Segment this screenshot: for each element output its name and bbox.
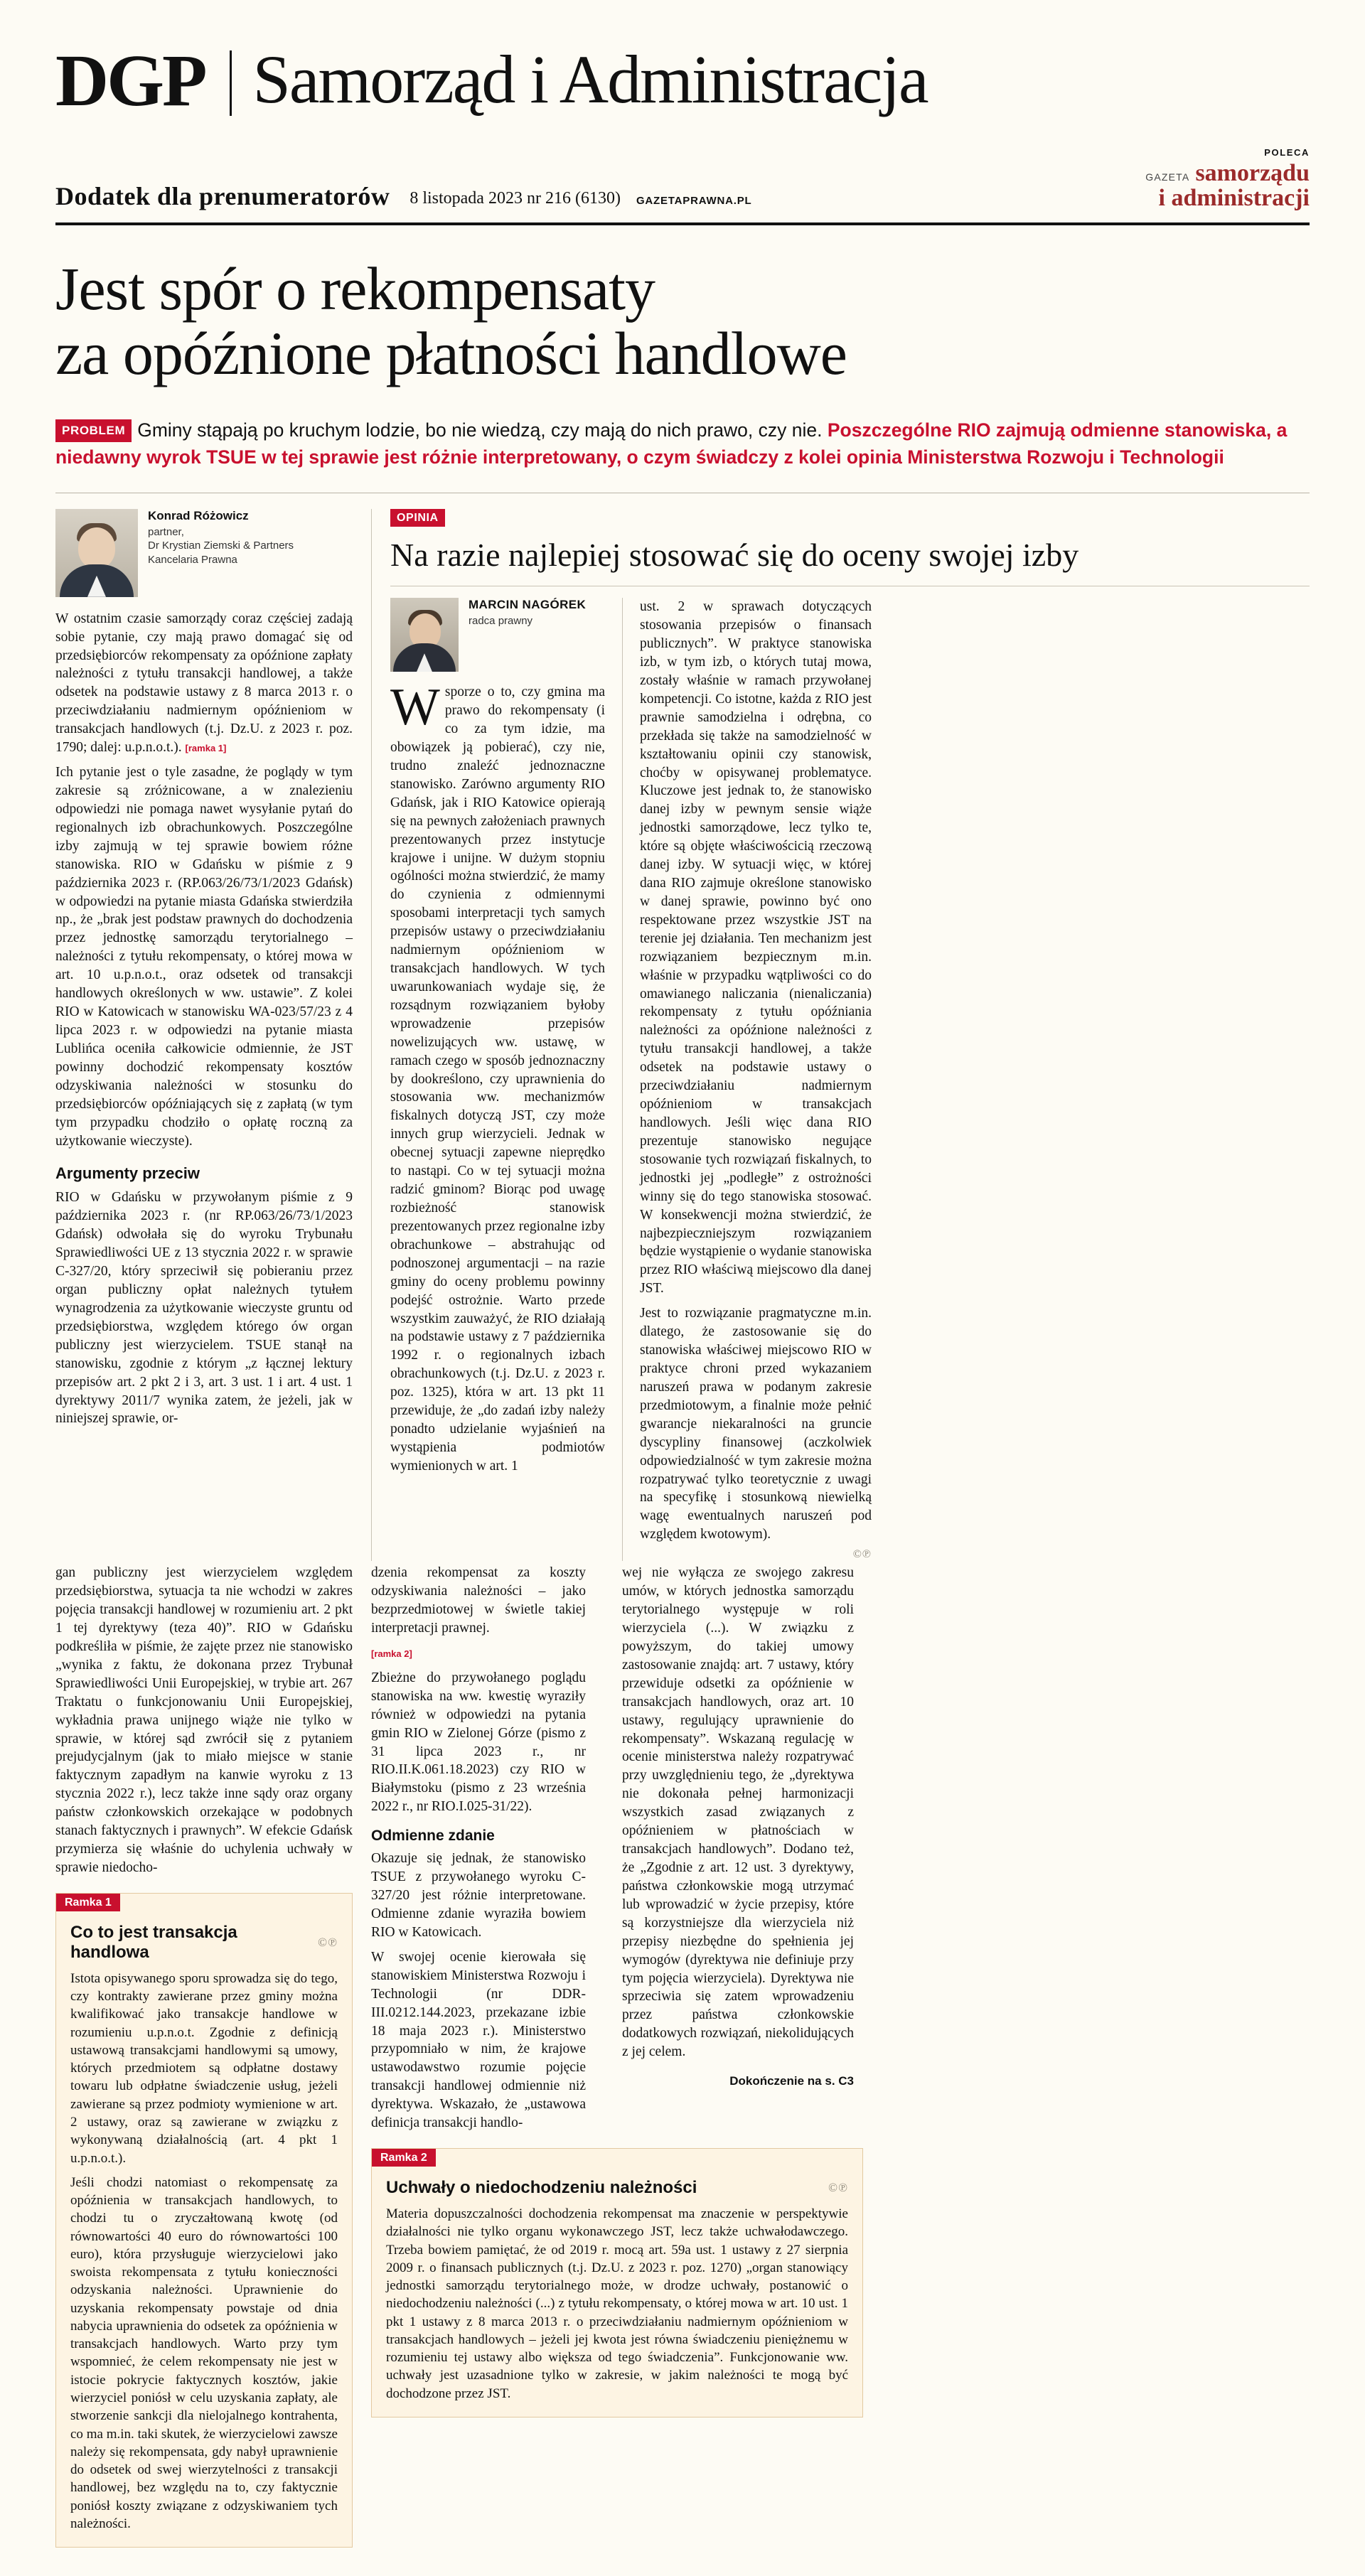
ramka-2-reference-line (371, 1644, 586, 1663)
opinion-column-1 (390, 598, 622, 1561)
poleca-label: POLECA (1264, 146, 1310, 158)
ramka-2-paragraph-1: Materia dopuszczalności dochodzenia rekompensat ma znaczenie w perspektywie działalności nie tylko organu wykonawczego JST, lecz także uchwałodawczego. Trzeba bowiem pamiętać, że od 2019 r. mocą art. 59a ust. 1 ustawy z 27 sierpnia 2009 r. o finansach publicznych (t.j. Dz.U. z 2023 r. poz. 1270) „organ stanowiący jednostki samorządu terytorialnego może, w drodze uchwały, postanowić o niedochodzeniu należności (...) z tytułu rekompensaty, o której mowa w art. 10 ust. 1 pkt 1 ustawy z 8 marca 2013 r. o przeciwdziałaniu nadmiernym opóźnieniom w transakcjach handlowych – jeżeli jej kwota jest równa świadczeniu pieniężnemu w rozumieniu tej ustawy albo większa od tego świadczenia”. Funkcjonowanie ww. uchwały jest uzasadnione tylko w zakresie, w jakim należności te mogą być dochodzone przez JST. (386, 2206, 848, 2401)
headline-line-1: Jest spór o rekompensaty (55, 254, 655, 323)
opinion-column-2 (640, 598, 872, 1561)
ramka-1-copyright: ©℗ (318, 1935, 338, 1949)
lower-divider (603, 1564, 622, 2548)
masthead-rule (55, 222, 1310, 225)
masthead-subline (55, 148, 1310, 211)
author-portrait (55, 509, 138, 597)
ramka-2-copyright: ©℗ (828, 2181, 848, 2195)
supplement-title: Samorząd i Administracja (252, 41, 928, 117)
ramka-2-label: Ramka 2 (372, 2149, 436, 2167)
opinion-paragraph-3: Jest to rozwiązanie pragmatyczne m.in. dlatego, że zastosowanie się do stanowiska właściwej miejscowo RIO w praktyce chroni przed wykazaniem naruszeń prawa w podanym zakresie przedmiotowym, a finalnie może pełnić gwarancje niekaralności na gruncie dyscypliny finansowej (aczkolwiek odpowiedzialność w tym zakresie można rozpatrywać tylko teoretycznie z uwagi na specyfikę i stosunkową niewielką wagę ewentualnych naruszeń pod względem kwotowym). (640, 1306, 872, 1542)
lower-paragraph-b2: Zbieżne do przywołanego poglądu stanowiska na ww. kwestię wyraziły również w odpowiedzi na pytania gmin RIO w Zielonej Górze (pismo z 31 lipca 2023 r., nr RIO.II.K.061.18.2023) czy RIO w Białymstoku (pismo z 23 września 2022 r., nr RIO.I.025-31/22). (371, 1670, 586, 1815)
ramka-1-paragraph-2: Jeśli chodzi natomiast o rekompensatę za opóźnienia w transakcjach handlowych, to chodzi tu o zryczałtowaną kwotę (od równowartości 40 euro do równowartości 100 euro), która przysługuje wierzycielowi jako swoista rekompensata z tytułu konieczności odzyskania należności. Uprawnienie do uzyskania rekompensaty powstaje od dnia nabycia uprawnienia do odsetek za opóźnienia w transakcjach handlowych. Warto przy tym wspomnieć, że celem rekompensaty nie jest w istocie pokrycie faktycznych kosztów, jakie wierzyciel poniósł w celu uzyskania zapłaty, ale stworzenie sankcji dla nielojalnego kontrahenta, co ma m.in. taki skutek, że wierzycielowi zawsze należy się rekompensata, gdy nabył uprawnienie do odsetek od swej wierzytelności z transakcji handlowej, bez względu na to, czy faktycznie poniósł koszty związane z odzyskiwaniem tych należności. (70, 2174, 338, 2531)
column-right (390, 509, 1310, 1562)
opinion-paragraph-1: Wsporze o to, czy gmina ma prawo do rekompensaty (i co za tym idzie, ma obowiązek ją pobierać), czy nie, trudno znaleźć jednoznaczne stanowisko. Zarówno argumenty RIO Gdańsk, jak i RIO Katowice opierają się na pewnych założeniach prawnych prezentowanych przez instytucje krajowe i unijne. W dużym stopniu ogólności można stwierdzić, że mamy do czynienia z odmiennymi sposobami interpretacji tych samych przepisów ustawy o przeciwdziałaniu nadmiernym opóźnieniom w transakcjach handlowych. W tych uwarunkowaniach wydaje się, że rozsądnym rozwiązaniem byłoby wprowadzenie przepisów nowelizujących ww. ustawę, w ramach czego w sposób jednoznaczny by dookreślono, czy uprawnienia do stosowania ww. mechanizmów fiskalnych dotyczą JST, czy może innych grup wierzycieli. Jednak w obecnej sytuacji zapewne nieprędko to nastąpi. Co w tej sytuacji można radzić gminom? Biorąc pod uwagę rozbieżność stanowisk prezentowanych przez regionalne izby obrachunkowe – abstrahując od podnoszonej argumentacji – na razie gminy do oceny problemu powinny podejść ostrożnie. Warto przede wszystkim zauważyć, że RIO działają na podstawie ustawy z 7 października 1992 r. o regionalnych izbach obrachunkowych (t.j. Dz.U. z 2023 r. poz. 1325), która w art. 13 pkt 11 przewiduje, że „do zadań izby należy ponadto udzielanie wyjaśnień na wystąpienia podmiotów wymienionych w art. 1 (390, 678, 605, 1474)
left-paragraph-1-text: W ostatnim czasie samorządy coraz częściej zadają sobie pytanie, czy mają prawo domagać się od przedsiębiorców rekompensaty za opóźnione zapłaty należności z tytułu transakcji handlowej, a także odsetek na podstawie ustawy z 8 marca 2013 r. o przeciwdziałaniu nadmiernym opóźnieniom w transakcjach handlowych (t.j. Dz.U. z 2023 r. poz. 1790; dalej: u.p.n.o.t.). (55, 611, 353, 756)
headline-line-2: za opóźnione płatności handlowe (55, 319, 847, 388)
opinion-author (390, 598, 605, 672)
author-role-3: Kancelaria Prawna (148, 553, 237, 566)
ramka-1-title: Co to jest transakcja handlowa (70, 1922, 237, 1962)
opinion-columns (390, 598, 1310, 1561)
lower-paragraph-c1: wej nie wyłącza ze swojego zakresu umów, w których jednostka samorządu terytorialnego występuje w roli wierzyciela (...). W związku z powyższym, do takiej umowy zastosowanie znajdą: art. 7 ustawy, który przewiduje odsetki za opóźnienie w transakcjach handlowych, oraz art. 10 ustawy, regulujący uprawnienie do rekompensaty”. Wskazaną regulację w ocenie ministerstwa należy rozpatrywać przy uwzględnieniu tego, że „dyrektywa nie dokonała pełnej harmonizacji wszystkich zasad związanych z opóźnieniem w płatnościach w transakcjach handlowych”. Dodano też, że „Zgodnie z art. 12 ust. 3 dyrektywy, państwa członkowskie mogą utrzymać lub wprowadzić w życie przepisy, które są korzystniejsze dla wierzyciela niż przepisy niezbędne do spełnienia jej wymogów (dyrektywa nie definiuje przy tym pojęcia wierzyciela). Dyrektywa nie sprzeciwia się zatem wprowadzeniu przez państwa członkowskie dodatkowych rozwiązań, niekolidujących z jej celem. (622, 1565, 854, 2060)
masthead-divider (230, 50, 232, 116)
continuation-note: Dokończenie na s. C3 (729, 2074, 854, 2088)
lower-column-a (55, 1564, 371, 2548)
author-role-1: partner, (148, 525, 184, 538)
author-role-2: Dr Krystian Ziemski & Partners (148, 540, 294, 552)
ramka-1-label: Ramka 1 (56, 1894, 120, 1911)
opinion-title: Na razie najlepiej stosować się do oceny swojej izby (390, 536, 1079, 573)
lower-columns-bc (371, 1564, 1310, 2548)
page-title (55, 254, 1310, 388)
promo-line-2: i administracji (1158, 185, 1310, 212)
lower-paragraph-b3: Okazuje się jednak, że stanowisko TSUE z przywołanego wyroku C-327/20 jest różnie interpretowane. Odmienne zdanie wyraziła bowiem RIO w Katowicach. (371, 1851, 586, 1940)
left-paragraph-1 (55, 610, 353, 757)
lower-paragraph-b1-text: dzenia rekompensat za koszty odzyskiwania należności – jako bezprzedmiotowej w świetle takiej interpretacji prawnej. (371, 1565, 586, 1636)
ramka-1-paragraph-1: Istota opisywanego sporu sprowadza się do tego, czy kontrakty zawierane przez gminy można kwalifikować jako transakcje handlowe w rozumieniu u.p.n.o.t. Zgodnie z definicją ustawową transakcjami handlowymi są umowy, których przedmiotem są odpłatne dostawy towaru lub odpłatne świadczenie usług, jeżeli zawierane są przez podmioty wymienione w art. 2 ustawy, oraz są zawierane w związku z wykonywaną działalnością (art. 4 pkt 1 u.p.n.o.t.). (70, 1970, 338, 2166)
lead-paragraph (55, 417, 1310, 471)
issue-date: 8 listopada 2023 nr 216 (6130) (410, 189, 621, 208)
masthead (55, 39, 1310, 122)
opinia-badge: OPINIA (390, 509, 445, 527)
lower-paragraph-b4: W swojej ocenie kierowała się stanowiskiem Ministerstwa Rozwoju i Technologii (nr DDR-III.0212.144.2023, przekazane izbie 18 maja 2023 r.). Ministerstwo przypomniało w nim, że krajowe ustawodawstwo rozumie pojęcie transakcji handlowej odmiennie niż dyrektywa. Wskazało, że „ustawowa definicja transakcji handlo- (371, 1949, 586, 2131)
problem-badge: PROBLEM (55, 419, 132, 441)
ramka-2-title: Uchwały o niedochodzeniu należności (386, 2178, 697, 2198)
promo-block (1145, 148, 1310, 211)
main-content (55, 509, 1310, 1562)
subscribers-label: Dodatek dla prenumeratorów (55, 182, 390, 211)
ramka-2-reference[interactable]: [ramka 2] (371, 1648, 412, 1659)
lead-black-text: Gminy stąpają po kruchym lodzie, bo nie wiedzą, czy mają do nich prawo, czy nie. (137, 419, 823, 441)
ramka-1-title-row (70, 1923, 338, 1963)
lower-subheading-b: Odmienne zdanie (371, 1828, 495, 1845)
lower-column-c (622, 1564, 854, 2548)
left-subheading: Argumenty przeciw (55, 1164, 200, 1183)
lower-paragraph-a: gan publiczny jest wierzycielem względem przedsiębiorstwa, sytuacja ta nie wchodzi w zakres pojęcia transakcji handlowej w rozumieniu art. 2 pkt 1 tej dyrektywy (teza 40)”. RIO w Gdańsku podkreśliła w piśmie, że zajęte przez nie stanowisko „wynika z faktu, że dokonana przez Trybunał Sprawiedliwości Unii Europejskiej, w trybie art. 267 Traktatu o funkcjonowaniu Unii Europejskiej, wykładnia prawa unijnego wiąże nie tylko w sprawie, w której sąd zwrócił się z pytaniem prejudycjalnym (jak to miało miejsce w stanie faktycznym zapadłym na kanwie wyroku z 13 stycznia 2022 r.), lecz także inne sądy oraz organy państw członkowskich orzekające w podobnych stanach faktycznych i prawnych”. W efekcie Gdańsk przymierza się właśnie do uchylenia uchwały w sprawie niedocho- (55, 1565, 353, 1875)
opinion-divider-1 (622, 598, 623, 1561)
promo-line-1: samorządu (1195, 160, 1310, 187)
column-divider-1 (371, 509, 372, 1562)
opinion-author-name: MARCIN NAGÓREK (469, 598, 587, 612)
ramka-1 (55, 1893, 353, 2548)
lower-content (55, 1564, 1310, 2548)
author-name: Konrad Różowicz (148, 508, 249, 522)
opinion-copyright: ©℗ (852, 1548, 872, 1561)
opinion-paragraph-2: ust. 2 w sprawach dotyczących stosowania przepisów o finansach publicznych”. W praktyce stanowiska izb, w tym izb, o których tutaj mowa, zostały właśnie w ramach przywołanej kompetencji. Co istotne, każda z RIO jest prawnie samodzielna i odrębna, co przekłada się także na samodzielność w kształtowaniu opinii czy stanowisk, choćby w opisywanej problematyce. Kluczowe jest jednak to, że stanowisko danej izby w pewnym sensie wiąże jednostki samorządowe, lecz tylko te, które są objęte właściwościcią rzeczową danej izby. W sytuacji więc, w której dana RIO zajmuje określone stanowisko w danej sprawie, powinno być ono respektowane przez wszystkie JST na terenie jej działania. Ten mechanizm jest rozwiązaniem bezpiecznym m.in. właśnie w przypadku wątpliwości co do omawianego naliczania (nienaliczania) rekompensaty z tytułu opóźniania należności za opóźnione należności z tytułu transakcji handlowej, a także odsetek na podstawie ustawy o przeciwdziałaniu nadmiernym opóźnieniom w transakcjach handlowych. Jeśli więc dana RIO prezentuje stanowisko negujące stosowanie tych rozwiązań fiskalnych, to jednostki jej „podległe” z ostrożności winny się do tego stanowiska stosować. W konsekwencji można stwierdzić, że najbezpieczniejszym rozwiązaniem będzie wystąpienie o wydanie stanowiska przez RIO właściwą miejscowo dla danej JST. (640, 599, 872, 1297)
left-paragraph-2: Ich pytanie jest o tyle zasadne, że poglądy w tym zakresie są zróżnicowane, a w znalezieniu odpowiedzi nie pomaga nawet wysyłanie pytań do regionalnych izb obrachunkowych. Poszczególne izby zajmują w tej sprawie bowiem różne stanowiska. RIO w Gdańsku w piśmie z 9 października 2023 r. (RP.063/26/73/1/2023 Gdańsk) w odpowiedzi na pytanie miasta Gdańska stwierdziła np., że „brak jest podstaw prawnych do dochodzenia przez jednostkę samorządu terytorialnego – należności z tytułu rekompensaty, o której mowa w art. 10 u.p.n.o.t., oraz odsetek od transakcji handlowych określonych w ww. ustawie”. Z kolei RIO w Katowicach w stanowisku WA-023/57/23 z 4 lipca 2023 r. w odpowiedzi na pytanie miasta Lublińca oceniła całkowicie odmiennie, że JST powinny dochodzić rekompensaty kosztów odzyskiwania należności w stosunku do przedsiębiorców opóźniających się z zapłatą (w tym tym przypadku chodziło o opłatę roczną za użytkowanie wieczyste). (55, 765, 353, 1149)
column-left (55, 509, 371, 1562)
lead-red-text: Poszczególne RIO zajmują odmienne stanowiska, a niedawny wyrok TSUE w tej sprawie jest różnie interpretowany, o czym świadczy z kolei opinia Ministerstwa Rozwoju i Technologii (55, 419, 1288, 468)
opinion-author-portrait (390, 598, 459, 672)
opinion-author-role: radca prawny (469, 615, 533, 628)
article-author (55, 509, 353, 597)
lower-paragraph-b1 (371, 1564, 586, 1638)
ramka-1-reference[interactable]: [ramka 1] (185, 743, 227, 754)
dgp-logo: DGP (55, 40, 205, 122)
left-paragraph-3: RIO w Gdańsku w przywołanym piśmie z 9 października 2023 r. (nr RP.063/26/73/1/2023 Gdańsk) odwołała się do wyroku Trybunału Sprawiedliwości UE z 13 stycznia 2022 r. w sprawie C-327/20, który sprzeciwił się pobieraniu przez organ publiczny opłat należnych tytułem wynagrodzenia za użytkowanie wieczyste gruntu od przedsiębiorstwa, względem którego ów organ publiczny jest wierzycielem. TSUE stanął na stanowisku, zgodnie z którym „z łącznej lektury przepisów art. 2 pkt 2 i 3, art. 3 ust. 1 i art. 4 ust. 1 dyrektywy 2011/7 wynika zatem, że jeżeli, jak w niniejszej sprawie, or- (55, 1190, 353, 1427)
promo-gazeta-label: GAZETA (1145, 171, 1190, 183)
website-label: GAZETAPRAWNA.PL (636, 195, 752, 208)
